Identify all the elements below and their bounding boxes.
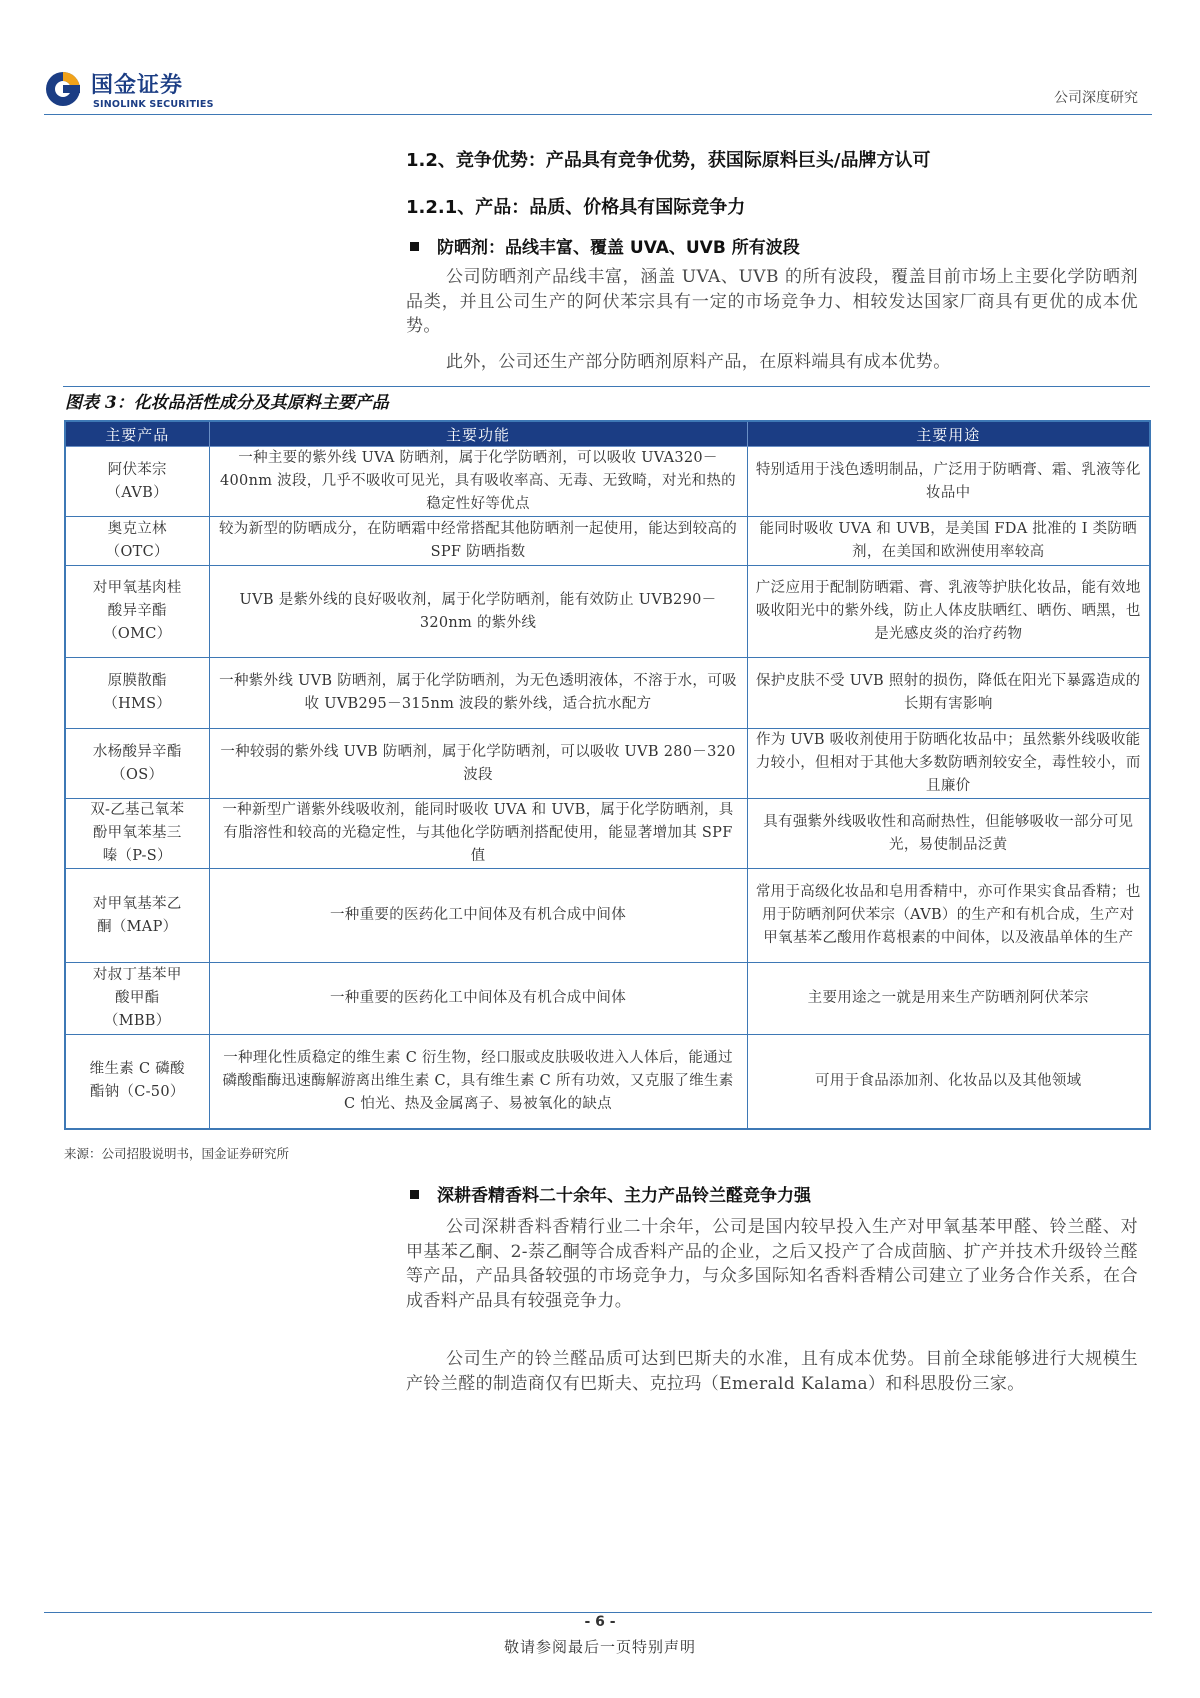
- product-cell: 维生素 C 磷酸 酯钠（C-50）: [65, 1035, 209, 1129]
- product-cell: 奥克立林 （OTC）: [65, 517, 209, 566]
- paragraph-fragrance: 公司深耕香料香精行业二十余年，公司是国内较早投入生产对甲氧基苯甲醛、铃兰醛、对甲基苯乙酮、2-萘乙酮等合成香料产品的企业，之后又投产了合成茴脑、扩产并技术升级铃兰醛等产品，产品具备较强的市场竞争力，与众多国际知名香料香精公司建立了业务合作关系，在合成香料产品具有较强竞争力。: [406, 1217, 1138, 1311]
- paragraph-raw-material: 此外，公司还生产部分防晒剂原料产品，在原料端具有成本优势。: [446, 352, 951, 372]
- product-cell: 原膜散酯 （HMS）: [65, 658, 209, 729]
- table-row: [65, 447, 1150, 517]
- bullet-heading-fragrance: [410, 1181, 811, 1206]
- product-cell: 水杨酸异辛酯 （OS）: [65, 729, 209, 799]
- use-cell: 作为 UVB 吸收剂使用于防晒化妆品中；虽然紫外线吸收能力较小，但相对于其他大多数防晒剂较安全，毒性较小，而且廉价: [747, 729, 1150, 799]
- products-table: [64, 420, 1151, 1130]
- bullet-heading-text: 深耕香精香料二十余年、主力产品铃兰醛竞争力强: [437, 1186, 811, 1206]
- column-header: 主要功能: [209, 421, 747, 447]
- product-cell: 对甲氧基肉桂 酸异辛酯 （OMC）: [65, 566, 209, 658]
- use-cell: 保护皮肤不受 UVB 照射的损伤，降低在阳光下暴露造成的长期有害影响: [747, 658, 1150, 729]
- page-header: [44, 62, 1152, 116]
- function-cell: 一种重要的医药化工中间体及有机合成中间体: [209, 963, 747, 1035]
- table-row: [65, 963, 1150, 1035]
- logo-chinese-name: 国金证券: [91, 73, 184, 98]
- function-cell: 一种重要的医药化工中间体及有机合成中间体: [209, 869, 747, 963]
- function-cell: UVB 是紫外线的良好吸收剂，属于化学防晒剂，能有效防止 UVB290－320nm 的紫外线: [209, 566, 747, 658]
- column-header: 主要用途: [747, 421, 1150, 447]
- report-type: 公司深度研究: [1054, 90, 1138, 106]
- table-row: [65, 729, 1150, 799]
- section-heading: 1.2、竞争优势：产品具有竞争优势，获国际原料巨头/品牌方认可: [406, 150, 931, 171]
- product-cell: 阿伏苯宗 （AVB）: [65, 447, 209, 517]
- table-row: [65, 1035, 1150, 1129]
- disclaimer-note: 敬请参阅最后一页特别声明: [503, 1638, 696, 1656]
- figure-title: 图表 3：化妆品活性成分及其原料主要产品: [65, 393, 389, 413]
- logo-english-name: SINOLINK SECURITIES: [93, 99, 214, 110]
- footer-divider: [44, 1612, 1152, 1613]
- product-cell: 对叔丁基苯甲 酸甲酯 （MBB）: [65, 963, 209, 1035]
- column-header: 主要产品: [65, 421, 209, 447]
- function-cell: 一种新型广谱紫外线吸收剂，能同时吸收 UVA 和 UVB，属于化学防晒剂，具有脂溶性和较高的光稳定性，与其他化学防晒剂搭配使用，能显著增加其 SPF 值: [209, 799, 747, 869]
- use-cell: 能同时吸收 UVA 和 UVB，是美国 FDA 批准的 I 类防晒剂，在美国和欧洲使用率较高: [747, 517, 1150, 566]
- table-row: [65, 566, 1150, 658]
- function-cell: 一种较弱的紫外线 UVB 防晒剂，属于化学防晒剂，可以吸收 UVB 280－320 波段: [209, 729, 747, 799]
- table-header-row: [65, 421, 1150, 447]
- use-cell: 具有强紫外线吸收性和高耐热性，但能够吸收一部分可见光，易使制品泛黄: [747, 799, 1150, 869]
- table-row: [65, 869, 1150, 963]
- function-cell: 一种理化性质稳定的维生素 C 衍生物，经口服或皮肤吸收进入人体后，能通过磷酸酯酶迅速酶解游离出维生素 C，具有维生素 C 所有功效，又克服了维生素 C 怕光、热及金属离子、易被氧化的缺点: [209, 1035, 747, 1129]
- use-cell: 主要用途之一就是用来生产防晒剂阿伏苯宗: [747, 963, 1150, 1035]
- table-row: [65, 517, 1150, 566]
- product-cell: 对甲氧基苯乙 酮（MAP）: [65, 869, 209, 963]
- paragraph-lilial: 公司生产的铃兰醛品质可达到巴斯夫的水准，且有成本优势。目前全球能够进行大规模生产铃兰醛的制造商仅有巴斯夫、克拉玛（Emerald Kalama）和科思股份三家。: [406, 1349, 1138, 1394]
- square-bullet-icon: [410, 1190, 419, 1199]
- header-divider: [44, 114, 1152, 115]
- use-cell: 广泛应用于配制防晒霜、膏、乳液等护肤化妆品，能有效地吸收阳光中的紫外线，防止人体皮肤晒红、晒伤、晒黑，也是光感皮炎的治疗药物: [747, 566, 1150, 658]
- square-bullet-icon: [410, 242, 419, 251]
- use-cell: 特别适用于浅色透明制品，广泛用于防晒膏、霜、乳液等化妆品中: [747, 447, 1150, 517]
- function-cell: 一种主要的紫外线 UVA 防晒剂，属于化学防晒剂，可以吸收 UVA320－400nm 波段，几乎不吸收可见光，具有吸收率高、无毒、无致畸，对光和热的稳定性好等优点: [209, 447, 747, 517]
- table-row: [65, 658, 1150, 729]
- bullet-heading-sunscreen: [410, 233, 800, 258]
- paragraph-sunscreen: 公司防晒剂产品线丰富，涵盖 UVA、UVB 的所有波段，覆盖目前市场上主要化学防晒剂品类，并且公司生产的阿伏苯宗具有一定的市场竞争力、相较发达国家厂商具有更优的成本优势。: [406, 267, 1138, 336]
- page-number: - 6 -: [584, 1614, 616, 1630]
- use-cell: 可用于食品添加剂、化妆品以及其他领域: [747, 1035, 1150, 1129]
- product-cell: 双-乙基己氧苯 酚甲氧苯基三 嗪（P-S）: [65, 799, 209, 869]
- table-row: [65, 799, 1150, 869]
- figure-top-rule: [63, 386, 1150, 387]
- company-logo: [44, 68, 264, 112]
- bullet-heading-text: 防晒剂：品线丰富、覆盖 UVA、UVB 所有波段: [437, 238, 800, 258]
- use-cell: 常用于高级化妆品和皂用香精中，亦可作果实食品香精；也用于防晒剂阿伏苯宗（AVB）的生产和有机合成，生产对甲氧基苯乙酸用作葛根素的中间体，以及液晶单体的生产: [747, 869, 1150, 963]
- figure-source: 来源：公司招股说明书，国金证券研究所: [64, 1146, 290, 1161]
- logo-mark-icon: [44, 70, 82, 108]
- function-cell: 一种紫外线 UVB 防晒剂，属于化学防晒剂，为无色透明液体，不溶于水，可吸收 UVB295－315nm 波段的紫外线，适合抗水配方: [209, 658, 747, 729]
- function-cell: 较为新型的防晒成分，在防晒霜中经常搭配其他防晒剂一起使用，能达到较高的 SPF 防晒指数: [209, 517, 747, 566]
- subsection-heading: 1.2.1、产品：品质、价格具有国际竞争力: [406, 197, 746, 218]
